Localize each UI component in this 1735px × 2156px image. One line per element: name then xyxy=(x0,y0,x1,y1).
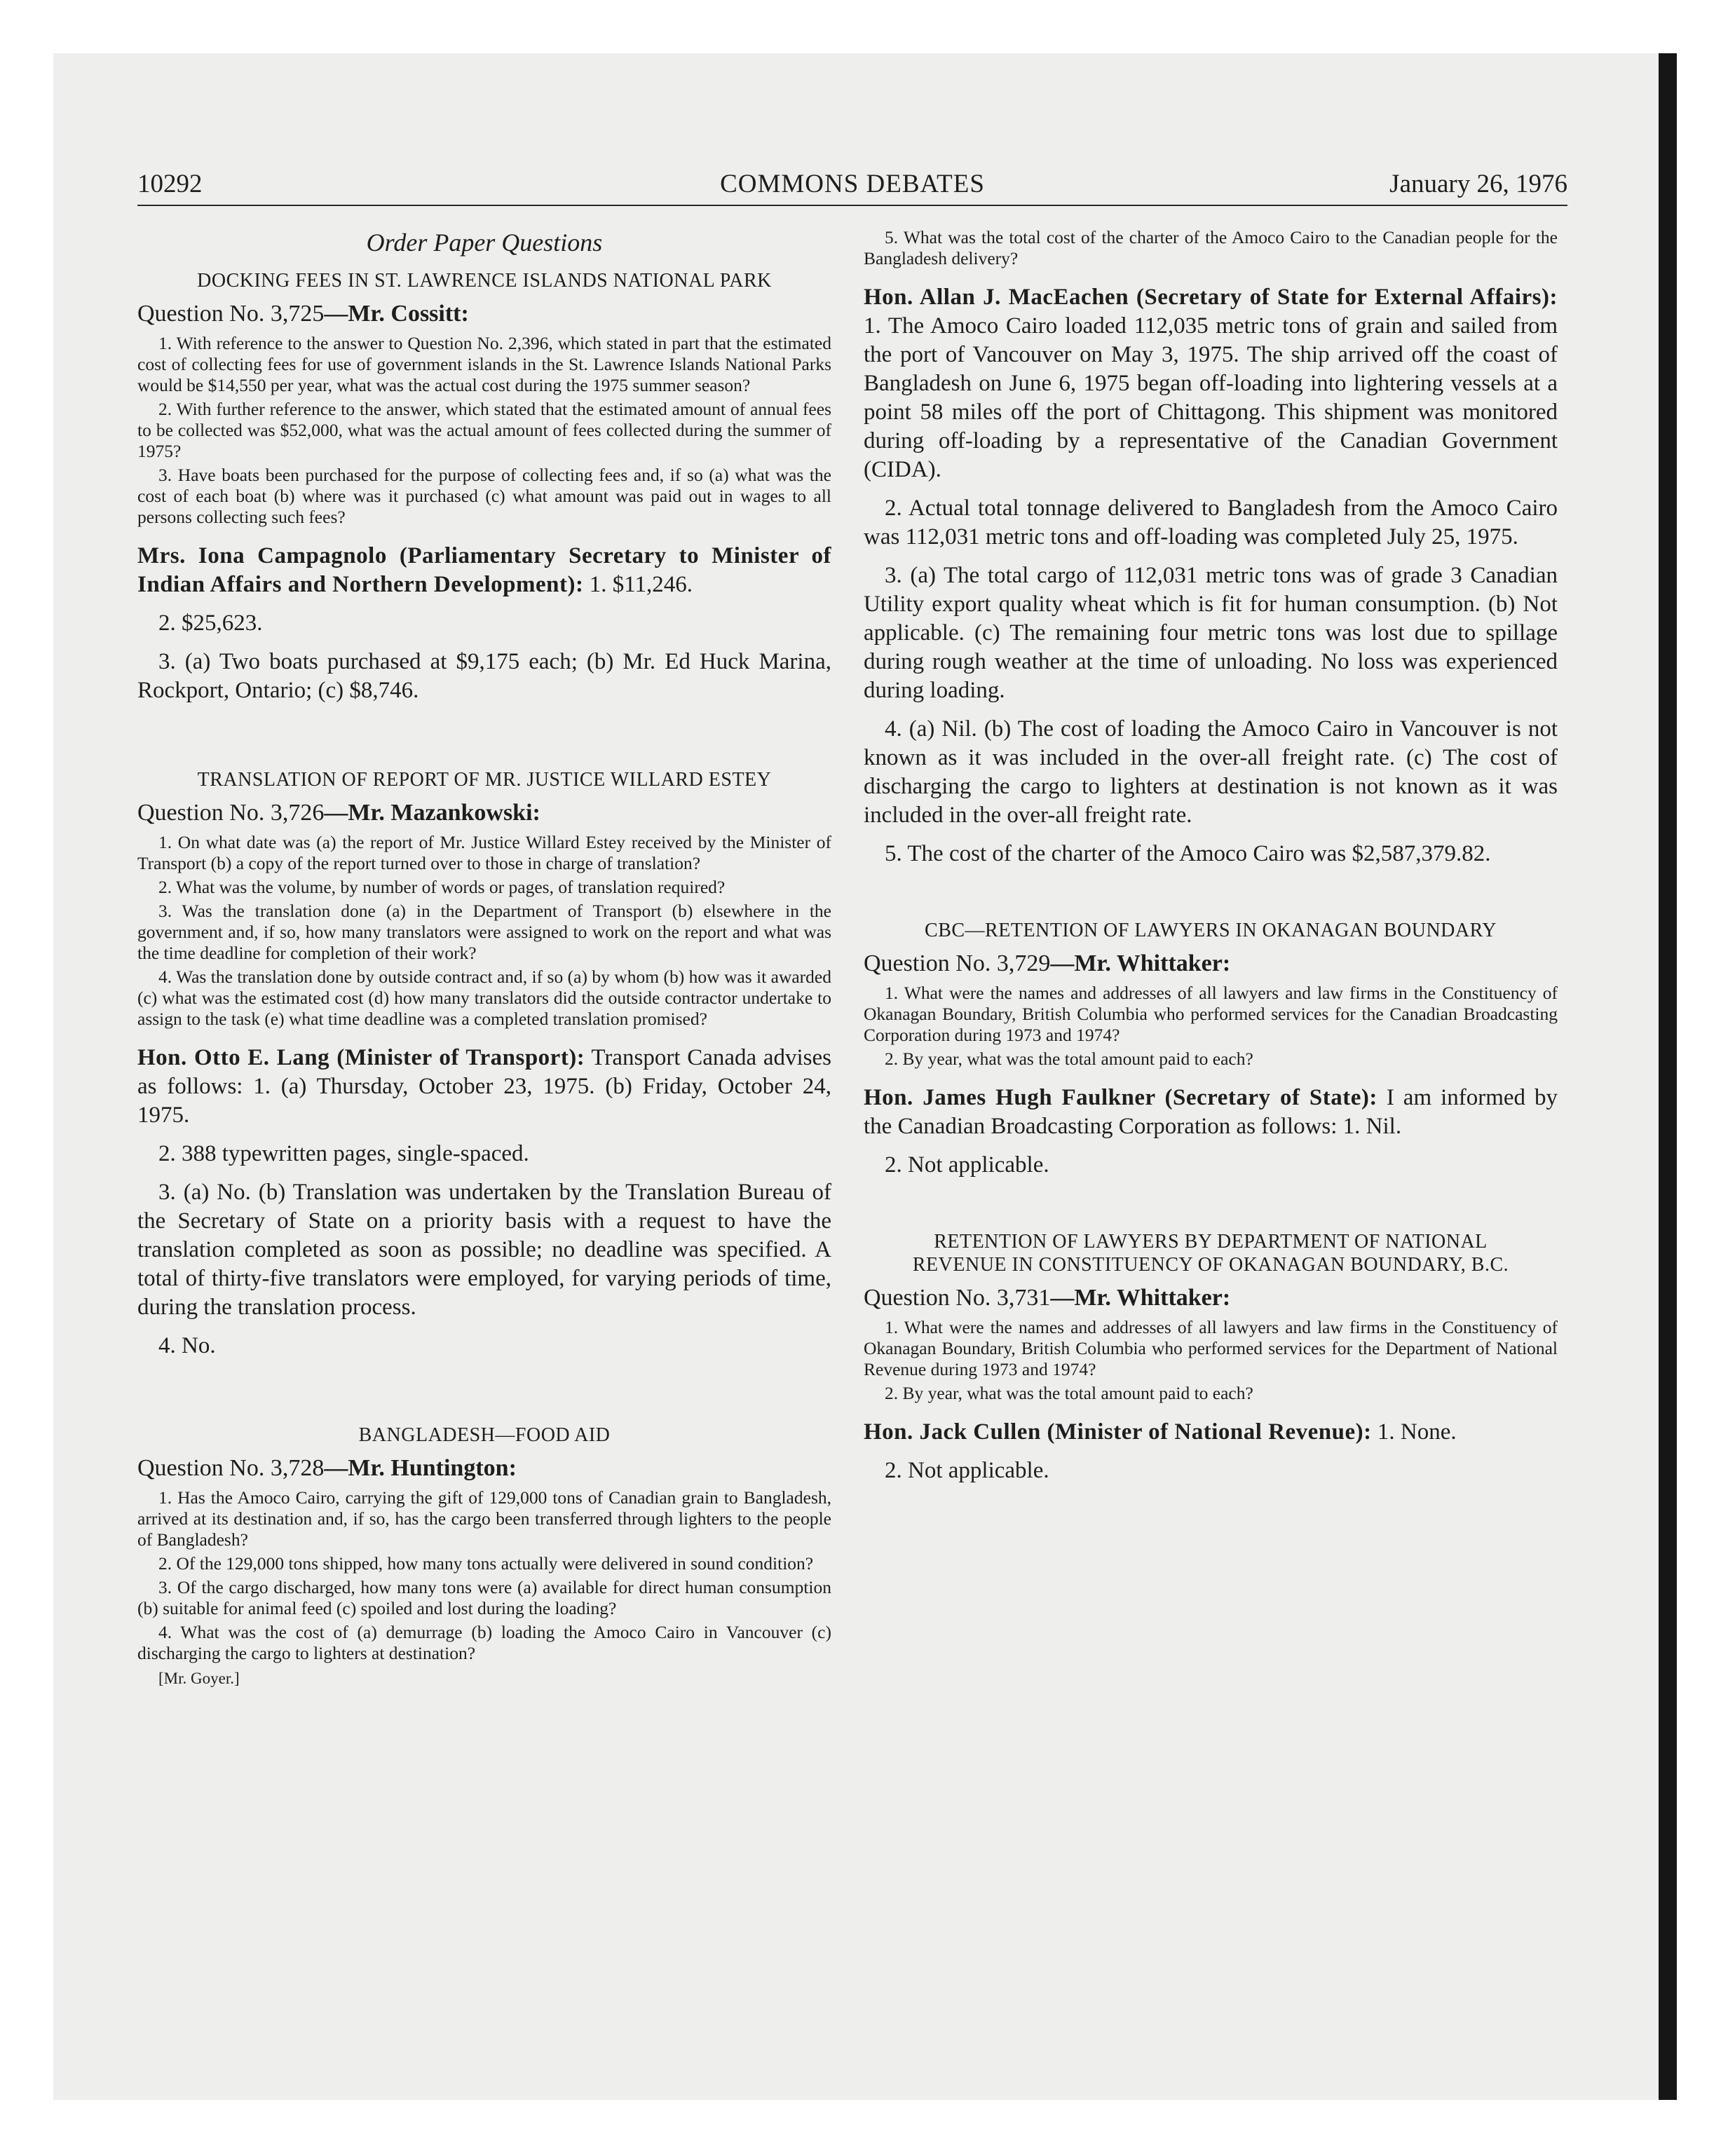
journal-title: COMMONS DEBATES xyxy=(720,170,985,198)
answer-text: 2. $25,623. xyxy=(158,610,263,636)
section-spacer xyxy=(864,1180,1558,1230)
respondent-name: Hon. Otto E. Lang (Minister of Transport): xyxy=(137,1045,585,1070)
section-heading: REVENUE IN CONSTITUENCY OF OKANAGAN BOUNDARY, B.C. xyxy=(912,1254,1509,1276)
section-spacer xyxy=(137,1360,831,1424)
question-text: 1. With reference to the answer to Question No. 2,396, which stated in part that the estimated cost of collecting fees for use of government islands in the St. Lawrence Islands National Parks would be $14,550 per year, what was the actual cost during the 1975 summer season? xyxy=(137,333,831,395)
left-column xyxy=(137,227,831,1689)
answer-text: 3. (a) No. (b) Translation was undertaken by the Translation Bureau of the Secretary of State on a priority basis with a request to have the translation completed as soon as possible; no deadline was specified. A total of thirty-five translators were employed, for varying periods of time, during the translation process. xyxy=(137,1180,831,1320)
answer-text: 5. The cost of the charter of the Amoco Cairo was $2,587,379.82. xyxy=(885,841,1491,866)
answer-opening xyxy=(864,1418,1558,1447)
question-reference xyxy=(137,299,831,329)
section-spacer xyxy=(137,705,831,768)
question-text: 2. What was the volume, by number of words or pages, of translation required? xyxy=(158,877,726,897)
question-text: 1. What were the names and addresses of all lawyers and law firms in the Constituency of Okanagan Boundary, British Columbia who performed services for the Department of National Revenue during 1973 and 1974? xyxy=(864,1317,1558,1379)
answer-opening xyxy=(137,542,831,599)
question-text: 3. Of the cargo discharged, how many tons were (a) available for direct human consumption (b) suitable for animal feed (c) spoiled and lost during the loading? xyxy=(137,1577,831,1618)
section-heading: DOCKING FEES IN ST. LAWRENCE ISLANDS NATIONAL PARK xyxy=(197,270,772,292)
page xyxy=(137,168,1567,2061)
answer-text: 4. No. xyxy=(158,1333,216,1358)
page-number: 10292 xyxy=(137,170,203,198)
asker: —Mr. Whittaker: xyxy=(1050,950,1231,976)
question-reference xyxy=(864,949,1558,978)
question-number: Question No. 3,728 xyxy=(137,1455,325,1481)
answer-opening xyxy=(864,1084,1558,1141)
answer-text: 2. Not applicable. xyxy=(885,1152,1049,1178)
answer-text: 2. Actual total tonnage delivered to Bangladesh from the Amoco Cairo was 112,031 metric tons and off-loading was completed July 25, 1975. xyxy=(864,496,1558,550)
asker: —Mr. Whittaker: xyxy=(1050,1285,1231,1311)
respondent-name: Mrs. Iona Campagnolo (Parliamentary Secretary to Minister of Indian Affairs and Northern Development): xyxy=(137,543,831,597)
answer-text: 1. The Amoco Cairo loaded 112,035 metric tons of grain and sailed from the port of Vancouver on May 3, 1975. The ship arrived off the coast of Bangladesh on June 6, 1975 began off-loading into lightering vessels at a point 58 miles off the port of Chittagong. This shipment was monitored during off-loading by a representative of the Canadian Government (CIDA). xyxy=(864,313,1558,482)
answer-opening xyxy=(137,1044,831,1130)
answer-opening xyxy=(864,283,1558,484)
respondent-name: Hon. Jack Cullen (Minister of National Revenue): xyxy=(864,1419,1372,1445)
answer-text: 2. 388 typewritten pages, single-spaced. xyxy=(158,1141,529,1166)
question-number: Question No. 3,726 xyxy=(137,800,325,826)
question-reference xyxy=(864,1283,1558,1313)
section-heading: TRANSLATION OF REPORT OF MR. JUSTICE WILLARD ESTEY xyxy=(197,769,772,791)
issue-date: January 26, 1976 xyxy=(1389,170,1567,198)
question-text: 5. What was the total cost of the charter of the Amoco Cairo to the Canadian people for the Bangladesh delivery? xyxy=(864,227,1558,268)
question-text: 1. On what date was (a) the report of Mr. Justice Willard Estey received by the Minister of Transport (b) a copy of the report turned over to those in charge of translation? xyxy=(137,832,831,873)
question-text: 2. By year, what was the total amount paid to each? xyxy=(885,1049,1253,1069)
asker: —Mr. Mazankowski: xyxy=(324,800,540,826)
question-text: 3. Have boats been purchased for the purpose of collecting fees and, if so (a) what was the cost of each boat (b) where was it purchased (c) what amount was paid out in wages to all persons collecting such fees? xyxy=(137,465,831,527)
asker: —Mr. Cossitt: xyxy=(324,301,469,327)
question-text: 1. What were the names and addresses of all lawyers and law firms in the Constituency of Okanagan Boundary, British Columbia who performed services for the Canadian Broadcasting Corporation during 1973 and 1974? xyxy=(864,983,1558,1045)
section-spacer xyxy=(864,868,1558,919)
asker: —Mr. Huntington: xyxy=(324,1455,517,1481)
section-heading: BANGLADESH—FOOD AID xyxy=(358,1424,611,1446)
respondent-name: Hon. Allan J. MacEachen (Secretary of State for External Affairs): xyxy=(864,285,1558,310)
section-heading: CBC—RETENTION OF LAWYERS IN OKANAGAN BOUNDARY xyxy=(925,920,1497,941)
answer-text: 4. (a) Nil. (b) The cost of loading the Amoco Cairo in Vancouver is not known as it was included in the over-all freight rate. (c) The cost of discharging the cargo to lighters at destination is not known as it was included in the over-all freight rate. xyxy=(864,716,1558,828)
question-number: Question No. 3,731 xyxy=(864,1285,1051,1311)
question-text: 2. With further reference to the answer, which stated that the estimated amount of annual fees to be collected was $52,000, what was the actual amount of fees collected during the summer of 1975? xyxy=(137,399,831,461)
question-text: 1. Has the Amoco Cairo, carrying the gift of 129,000 tons of Canadian grain to Bangladesh, arrived at its destination and, if so, has the cargo been transferred through lighters to the people of Bangladesh? xyxy=(137,1487,831,1550)
question-number: Question No. 3,729 xyxy=(864,950,1051,976)
question-text: 4. What was the cost of (a) demurrage (b) loading the Amoco Cairo in Vancouver (c) discharging the cargo to lighters at destination? xyxy=(137,1622,831,1663)
answer-text: I am informed by the Canadian Broadcasting Corporation as follows: 1. Nil. xyxy=(864,1085,1558,1139)
scan-edge-bar xyxy=(1659,53,1677,2100)
question-number: Question No. 3,725 xyxy=(137,301,325,327)
section-banner: Order Paper Questions xyxy=(366,228,603,257)
question-text: 2. Of the 129,000 tons shipped, how many tons actually were delivered in sound condition? xyxy=(158,1553,814,1574)
answer-text: 3. (a) The total cargo of 112,031 metric tons was of grade 3 Canadian Utility export quality wheat which is fit for human consumption. (b) Not applicable. (c) The remaining four metric tons was lost due to spillage during rough weather at the time of unloading. No loss was experienced during loading. xyxy=(864,563,1558,703)
question-reference xyxy=(137,798,831,828)
question-text: 2. By year, what was the total amount paid to each? xyxy=(885,1383,1253,1403)
question-reference xyxy=(137,1454,831,1483)
running-head xyxy=(137,168,1567,206)
speaker-note: [Mr. Goyer.] xyxy=(158,1670,240,1687)
right-column xyxy=(864,227,1558,1485)
answer-text: Transport Canada advises as follows: 1. (a) Thursday, October 23, 1975. (b) Friday, October 24, 1975. xyxy=(137,1045,831,1128)
answer-text: 1. None. xyxy=(1377,1419,1457,1445)
section-heading: RETENTION OF LAWYERS BY DEPARTMENT OF NATIONAL xyxy=(934,1231,1488,1253)
answer-text: 1. $11,246. xyxy=(589,572,693,597)
answer-text: 3. (a) Two boats purchased at $9,175 each; (b) Mr. Ed Huck Marina, Rockport, Ontario; (c) $8,746. xyxy=(137,649,831,703)
respondent-name: Hon. James Hugh Faulkner (Secretary of State): xyxy=(864,1085,1377,1110)
answer-text: 2. Not applicable. xyxy=(885,1458,1049,1483)
question-text: 4. Was the translation done by outside contract and, if so (a) by whom (b) how was it awarded (c) what was the estimated cost (d) how many translators did the outside contractor undertake to assign to the task (e) what time deadline was a completed translation promised? xyxy=(137,967,831,1029)
question-text: 3. Was the translation done (a) in the Department of Transport (b) elsewhere in the government and, if so, how many translators were assigned to work on the report and what was the time deadline for completion of their work? xyxy=(137,901,831,963)
